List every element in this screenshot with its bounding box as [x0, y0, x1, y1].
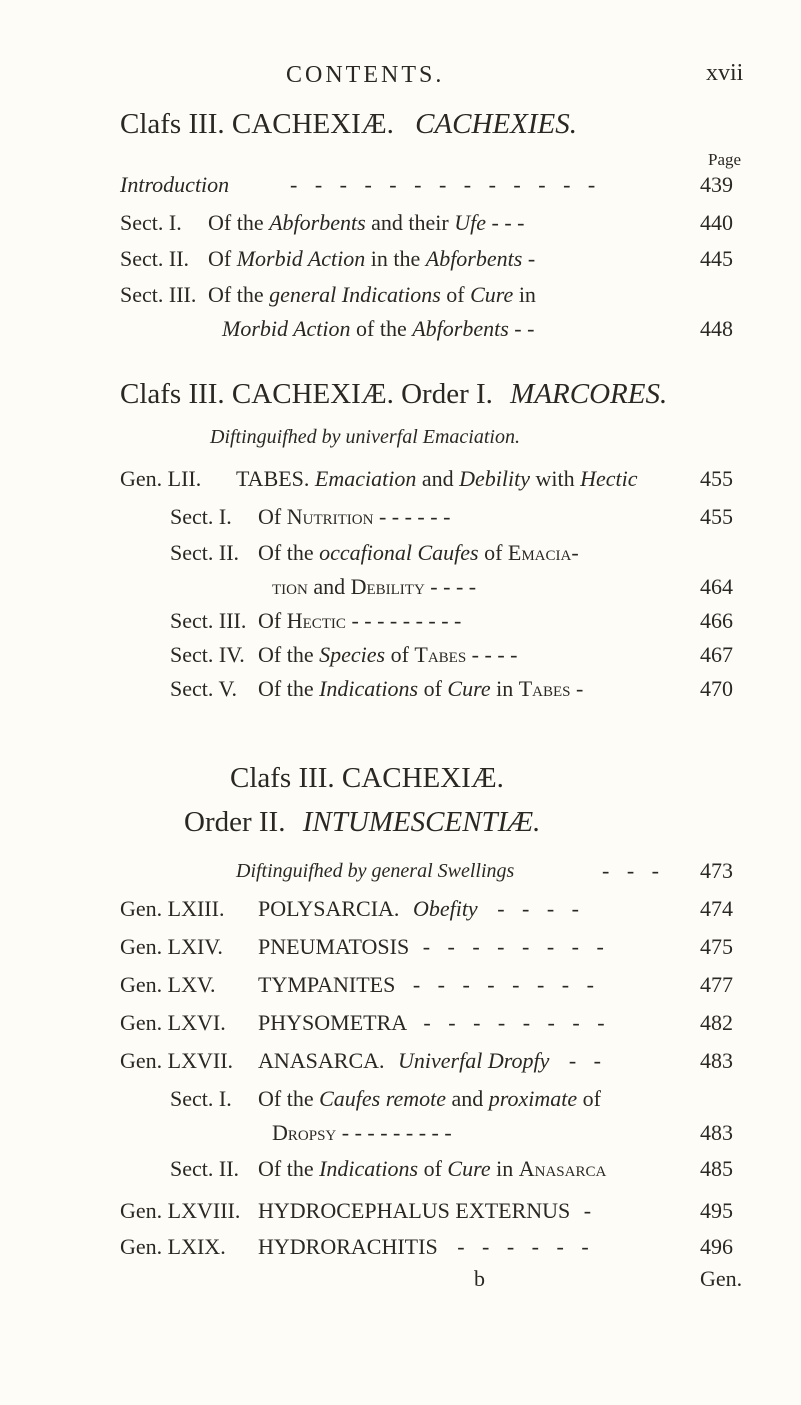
- genus-label: Gen. LXVI.: [120, 1010, 226, 1035]
- genus-title: [258, 1234, 595, 1260]
- text-part-italic: Debility: [459, 466, 530, 491]
- text-part-italic: Cure: [447, 676, 491, 701]
- order-two-heading: [184, 806, 540, 839]
- class-heading-italic: CACHEXIES.: [415, 108, 578, 140]
- entry-page: 474: [700, 896, 733, 921]
- section-label: Sect. I.: [170, 504, 232, 529]
- text-part: -: [570, 676, 584, 701]
- toc-entry-section: [0, 676, 801, 710]
- genus-title: [236, 466, 638, 492]
- section-title: [272, 1120, 452, 1146]
- entry-page: 455: [700, 504, 733, 529]
- section-title: [258, 504, 450, 530]
- order-one-subtitle: Diftinguifhed by univerfal Emaciation.: [210, 426, 520, 448]
- entry-page: 496: [700, 1234, 733, 1259]
- section-title: [258, 540, 579, 566]
- text-part-italic: Abforbents: [412, 316, 509, 341]
- leader-dashes: - - - - - - - -: [422, 934, 610, 959]
- text-part: and: [445, 1086, 489, 1111]
- section-title: [258, 1156, 606, 1182]
- order-heading-italic: MARCORES.: [510, 378, 668, 410]
- leader-dashes: - -: [568, 1048, 608, 1073]
- text-part: in: [490, 1156, 519, 1181]
- page-column-label: Page: [708, 150, 742, 169]
- text-part: and: [416, 466, 460, 491]
- running-head: CONTENTS.: [286, 62, 445, 88]
- genus-title: [258, 1048, 607, 1074]
- text-part: of: [418, 676, 448, 701]
- entry-page: 445: [700, 246, 733, 271]
- text-part: in the: [365, 246, 426, 271]
- text-part: Of: [258, 504, 287, 529]
- text-part-italic: Caufes remote: [319, 1086, 446, 1111]
- toc-entry-section: [0, 608, 801, 642]
- order-heading-roman: Clafs III. CACHEXIÆ. Order I.: [120, 378, 493, 410]
- section-label: Sect. II.: [170, 1156, 240, 1181]
- text-part-italic: Cure: [447, 1156, 491, 1181]
- leader-dashes: - - - - - - - -: [423, 1010, 611, 1035]
- entry-page: 483: [700, 1120, 733, 1145]
- genus-name: HYDROCEPHALUS EXTERNUS: [258, 1198, 571, 1223]
- genus-title: [258, 972, 600, 998]
- section-title: [258, 608, 461, 634]
- class-heading-roman: Clafs III. CACHEXIÆ.: [120, 108, 394, 140]
- text-part: Of the: [258, 1086, 320, 1111]
- entry-page: 455: [700, 466, 733, 491]
- section-label: Sect. I.: [120, 210, 182, 235]
- text-part: - - - -: [466, 642, 518, 667]
- genus-name: PHYSOMETRA: [258, 1010, 406, 1035]
- text-part: - -: [508, 316, 535, 341]
- genus-english-name: Obefity: [412, 896, 478, 921]
- genus-title: [258, 934, 610, 960]
- entry-page: 482: [700, 1010, 733, 1035]
- text-part: Of the: [208, 210, 270, 235]
- toc-entry-genus: [0, 934, 801, 968]
- text-part: Of the: [258, 642, 320, 667]
- text-part: in: [490, 676, 519, 701]
- page-number: xvii: [706, 60, 744, 86]
- genus-label: Gen. LXV.: [120, 972, 216, 997]
- toc-entry-section: [0, 540, 801, 574]
- genus-name: TYMPANITES: [258, 972, 396, 997]
- text-part-smallcaps: Emacia-: [507, 540, 579, 565]
- toc-entry-genus: [0, 896, 801, 930]
- section-label: Sect. III.: [120, 282, 197, 307]
- section-title: [258, 1086, 601, 1112]
- entry-page: 477: [700, 972, 733, 997]
- text-part-italic: Cure: [470, 282, 514, 307]
- class-heading: [120, 108, 577, 141]
- toc-entry-genus: [0, 1010, 801, 1044]
- text-part-smallcaps: tion: [272, 574, 308, 599]
- entry-page: 475: [700, 934, 733, 959]
- text-part-italic: Abforbents: [269, 210, 366, 235]
- toc-entry-continuation: [0, 1120, 801, 1154]
- leader-dashes: -: [583, 1198, 598, 1223]
- entry-page: 495: [700, 1198, 733, 1223]
- signature-mark: b: [474, 1266, 485, 1291]
- section-label: Sect. IV.: [170, 642, 245, 667]
- text-part-smallcaps: Debility: [350, 574, 425, 599]
- section-title: [208, 282, 536, 308]
- text-part-smallcaps: Nutrition: [286, 504, 374, 529]
- text-part: with: [530, 466, 581, 491]
- order-two-subtitle: [0, 858, 801, 892]
- genus-name: ANASARCA.: [258, 1048, 385, 1073]
- text-part-italic: Hectic: [580, 466, 638, 491]
- toc-entry-section: [0, 210, 801, 244]
- section-label: Sect. I.: [170, 1086, 232, 1111]
- text-part: of: [385, 642, 415, 667]
- text-part-italic: Emaciation: [314, 466, 417, 491]
- text-part: - - - -: [424, 574, 477, 599]
- text-part-italic: Abforbents: [425, 246, 523, 271]
- text-part: of: [440, 282, 471, 307]
- section-title: [222, 316, 534, 342]
- section-title: [208, 210, 525, 236]
- section-title: [258, 642, 517, 668]
- text-part: Of: [208, 246, 237, 271]
- leader-dashes: - - - - - - - -: [412, 972, 600, 997]
- section-title: [258, 676, 583, 702]
- section-title: [272, 574, 476, 600]
- genus-label: Gen. LXVIII.: [120, 1198, 241, 1223]
- genus-name: POLYSARCIA.: [258, 896, 400, 921]
- genus-english-name: Univerfal Dropfy: [398, 1048, 550, 1073]
- text-part: of the: [350, 316, 413, 341]
- text-part-smallcaps: Tabes: [414, 642, 467, 667]
- order-one-heading: [120, 378, 667, 411]
- leader-dashes: - - - -: [497, 896, 586, 921]
- text-part: Of: [258, 608, 287, 633]
- entry-page: 464: [700, 574, 733, 599]
- text-part: Of the: [258, 1156, 320, 1181]
- entry-page: 485: [700, 1156, 733, 1181]
- toc-entry-genus: [0, 1234, 801, 1268]
- text-part: TABES.: [236, 466, 315, 491]
- entry-page: 470: [700, 676, 733, 701]
- entry-page: 466: [700, 608, 733, 633]
- toc-entry-section: [0, 504, 801, 538]
- text-part-italic: general Indications: [269, 282, 441, 307]
- entry-page: 448: [700, 316, 733, 341]
- entry-page: 473: [700, 858, 733, 883]
- text-part-italic: occafional Caufes: [319, 540, 479, 565]
- text-part: of: [577, 1086, 601, 1111]
- entry-page: 483: [700, 1048, 733, 1073]
- entry-page: 440: [700, 210, 733, 235]
- text-part: Of the: [208, 282, 270, 307]
- text-part-italic: proximate: [488, 1086, 578, 1111]
- text-part: - - - - - -: [373, 504, 451, 529]
- text-part-italic: Morbid Action: [236, 246, 366, 271]
- toc-entry-genus: [0, 972, 801, 1006]
- toc-entry-genus: [0, 1198, 801, 1232]
- text-part: - - -: [486, 210, 525, 235]
- text-part: Of the: [258, 540, 320, 565]
- text-part-italic: Species: [319, 642, 386, 667]
- toc-entry-genus: [0, 1048, 801, 1082]
- toc-entry-section: [0, 1086, 801, 1120]
- text-part: -: [522, 246, 536, 271]
- entry-label: Introduction: [120, 172, 230, 197]
- leader-dashes: - - -: [602, 858, 665, 883]
- toc-entry-section: [0, 282, 801, 316]
- text-part: - - - - - - - - -: [336, 1120, 452, 1145]
- toc-entry-introduction: [0, 172, 801, 206]
- genus-label: Gen. LXIX.: [120, 1234, 226, 1259]
- catchword: Gen.: [700, 1266, 743, 1291]
- text-part: in: [513, 282, 536, 307]
- genus-label: Gen. LXIII.: [120, 896, 225, 921]
- toc-entry-section: [0, 246, 801, 280]
- genus-label: Gen. LXVII.: [120, 1048, 234, 1073]
- order-heading-roman: Order II.: [184, 806, 286, 838]
- genus-title: [258, 1198, 597, 1224]
- leader-dashes: - - - - - - - - - - - - -: [290, 172, 602, 197]
- toc-entry-section: [0, 1156, 801, 1190]
- leader-dashes: - - - - - -: [457, 1234, 595, 1259]
- genus-name: PNEUMATOSIS: [258, 934, 410, 959]
- text-part-italic: Morbid Action: [222, 316, 351, 341]
- section-label: Sect. V.: [170, 676, 238, 701]
- section-label: Sect. III.: [170, 608, 247, 633]
- text-part: - - - - - - - - -: [345, 608, 462, 633]
- toc-entry-continuation: [0, 316, 801, 350]
- section-title: [208, 246, 535, 272]
- genus-label: Gen. LII.: [120, 466, 202, 491]
- text-part-smallcaps: Anasarca: [518, 1156, 607, 1181]
- text-part-smallcaps: Tabes: [518, 676, 571, 701]
- text-part: and their: [365, 210, 455, 235]
- subtitle-text: Diftinguifhed by general Swellings: [236, 860, 515, 882]
- text-part: Of the: [258, 676, 320, 701]
- text-part-smallcaps: Dropsy: [272, 1120, 337, 1145]
- entry-page: 439: [700, 172, 733, 197]
- order-two-class-heading: Clafs III. CACHEXIÆ.: [230, 762, 504, 794]
- genus-name: HYDRORACHITIS: [258, 1234, 438, 1259]
- toc-entry-section: [0, 642, 801, 676]
- section-label: Sect. II.: [170, 540, 240, 565]
- genus-title: [258, 896, 585, 922]
- text-part-italic: Ufe: [454, 210, 487, 235]
- text-part-smallcaps: Hectic: [286, 608, 346, 633]
- order-heading-italic: INTUMESCENTIÆ.: [302, 806, 541, 838]
- text-part: of: [478, 540, 508, 565]
- text-part: of: [418, 1156, 448, 1181]
- toc-entry-continuation: [0, 574, 801, 608]
- section-label: Sect. II.: [120, 246, 190, 271]
- text-part: and: [307, 574, 351, 599]
- toc-entry-genus: [0, 466, 801, 500]
- genus-title: [258, 1010, 611, 1036]
- text-part-italic: Indications: [319, 1156, 419, 1181]
- entry-page: 467: [700, 642, 733, 667]
- text-part-italic: Indications: [319, 676, 419, 701]
- genus-label: Gen. LXIV.: [120, 934, 223, 959]
